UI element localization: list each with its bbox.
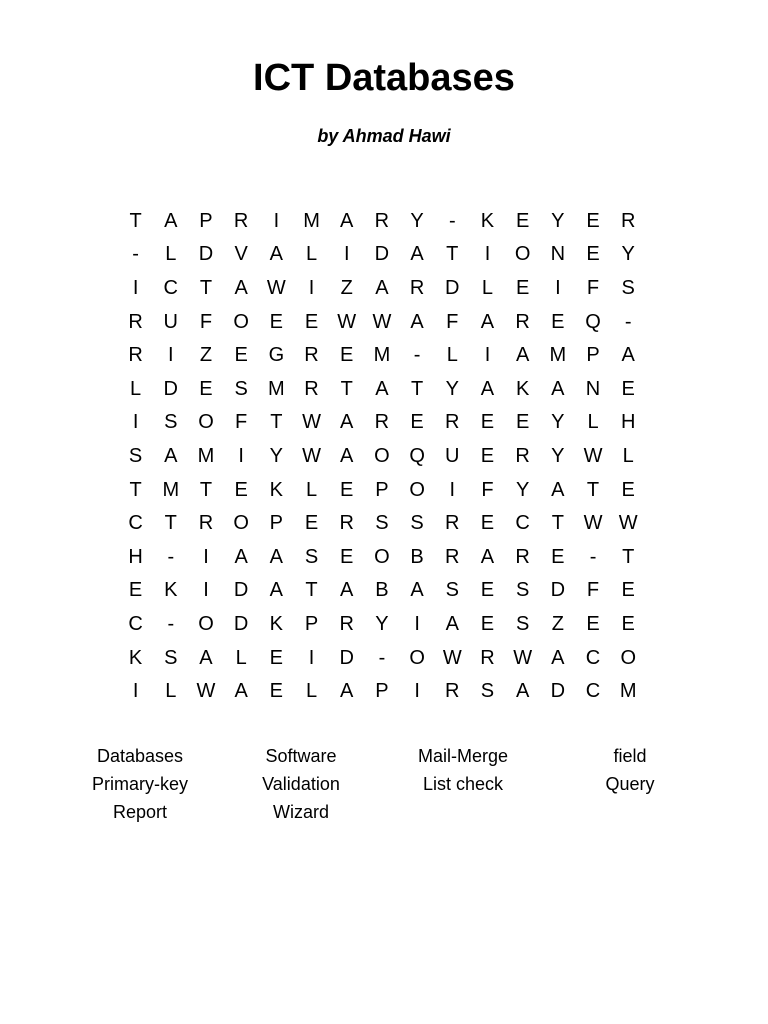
word-list-item: List check xyxy=(422,774,504,794)
grid-letter: E xyxy=(551,310,565,333)
grid-letter: A xyxy=(234,545,248,568)
grid-letter: C xyxy=(585,680,601,703)
grid-letter: O xyxy=(514,243,531,266)
grid-letter: S xyxy=(515,579,530,602)
grid-letter: I xyxy=(132,276,139,299)
grid-letter: P xyxy=(375,478,389,501)
grid-letter: W xyxy=(513,646,533,669)
grid-letter: E xyxy=(480,612,495,635)
grid-letter: E xyxy=(304,512,319,535)
word-list xyxy=(56,742,712,826)
grid-letter: Y xyxy=(445,377,459,400)
grid-letter: Z xyxy=(551,612,564,635)
grid-letter: A xyxy=(340,444,354,467)
grid-letter: R xyxy=(339,612,354,635)
grid-letter: R xyxy=(480,646,495,669)
grid-letter: E xyxy=(269,680,284,703)
grid-letter: R xyxy=(620,209,636,232)
grid-letter: E xyxy=(621,612,635,635)
grid-letter: M xyxy=(197,444,215,467)
grid-letter: H xyxy=(620,411,636,434)
grid-letter: A xyxy=(164,209,178,232)
grid-letter: S xyxy=(164,411,178,434)
grid-letter: A xyxy=(234,276,248,299)
grid-letter: P xyxy=(586,344,600,367)
grid-letter: Q xyxy=(585,310,601,333)
grid-letter: F xyxy=(586,276,600,299)
grid-letter: R xyxy=(515,545,530,568)
grid-letter: C xyxy=(515,512,530,535)
grid-letter: R xyxy=(515,310,530,333)
grid-letter: S xyxy=(304,545,319,568)
grid-letter: S xyxy=(621,276,635,299)
grid-letter: L xyxy=(481,276,494,299)
grid-letter: N xyxy=(550,243,566,266)
grid-letter: K xyxy=(269,478,284,501)
grid-letter: Y xyxy=(375,612,389,635)
grid-letter: D xyxy=(374,243,390,266)
grid-letter: Y xyxy=(551,411,565,434)
grid-letter: E xyxy=(586,612,600,635)
grid-letter: A xyxy=(340,680,354,703)
grid-letter: T xyxy=(340,377,353,400)
grid-letter: A xyxy=(340,579,354,602)
grid-letter: Q xyxy=(409,444,425,467)
grid-letter: T xyxy=(305,579,318,602)
grid-letter: - xyxy=(448,209,456,232)
grid-letter: - xyxy=(413,344,421,367)
grid-letter: A xyxy=(340,209,354,232)
grid-letter: E xyxy=(480,579,495,602)
grid-letter: - xyxy=(378,646,386,669)
grid-letter: F xyxy=(199,310,213,333)
grid-letter: E xyxy=(269,310,284,333)
grid-letter: E xyxy=(234,344,248,367)
grid-letter: D xyxy=(339,646,354,669)
grid-letter: E xyxy=(480,444,495,467)
grid-letter: W xyxy=(196,680,216,703)
grid-letter: M xyxy=(373,344,391,367)
grid-letter: O xyxy=(620,646,636,669)
word-list-item: field xyxy=(613,746,647,766)
grid-letter: T xyxy=(410,377,424,400)
grid-letter: L xyxy=(587,411,599,434)
grid-letter: A xyxy=(269,243,284,266)
grid-letter: K xyxy=(164,579,178,602)
grid-letter: I xyxy=(555,276,561,299)
grid-letter: Y xyxy=(515,478,530,501)
grid-letter: R xyxy=(445,411,460,434)
grid-letter: R xyxy=(515,444,530,467)
grid-letter: S xyxy=(445,579,459,602)
grid-letter: E xyxy=(128,579,143,602)
grid-letter: W xyxy=(583,512,603,535)
grid-letter: A xyxy=(445,612,459,635)
grid-letter: O xyxy=(409,478,425,501)
grid-letter: A xyxy=(199,646,213,669)
grid-letter: F xyxy=(481,478,494,501)
grid-letter: A xyxy=(375,276,389,299)
grid-letter: O xyxy=(374,444,390,467)
grid-letter: A xyxy=(621,344,635,367)
grid-letter: O xyxy=(233,310,249,333)
grid-letter: E xyxy=(515,276,530,299)
grid-letter: L xyxy=(446,344,458,367)
word-list-item: Databases xyxy=(96,746,184,766)
grid-letter: L xyxy=(305,478,318,501)
grid-letter: - xyxy=(167,545,175,568)
grid-letter: M xyxy=(303,209,320,232)
grid-letter: E xyxy=(480,411,495,434)
grid-letter: A xyxy=(269,579,284,602)
grid-letter: A xyxy=(515,680,530,703)
grid-letter: R xyxy=(445,680,460,703)
grid-letter: I xyxy=(203,579,209,602)
grid-letter: I xyxy=(414,680,420,703)
grid-letter: E xyxy=(621,478,635,501)
grid-letter: I xyxy=(168,344,174,367)
grid-letter: E xyxy=(480,512,495,535)
grid-letter: A xyxy=(480,545,495,568)
grid-letter: E xyxy=(304,310,319,333)
word-list-item: Software xyxy=(265,746,337,766)
grid-letter: I xyxy=(308,646,315,669)
grid-letter: T xyxy=(199,276,213,299)
grid-letter: E xyxy=(586,209,600,232)
grid-letter: P xyxy=(304,612,319,635)
grid-letter: E xyxy=(340,545,354,568)
grid-letter: T xyxy=(129,478,142,501)
grid-letter: S xyxy=(128,444,143,467)
grid-letter: A xyxy=(234,680,248,703)
author-byline: by Ahmad Hawi xyxy=(317,126,451,146)
grid-letter: I xyxy=(414,612,420,635)
grid-letter: M xyxy=(619,680,637,703)
grid-letter: L xyxy=(305,680,318,703)
grid-letter: A xyxy=(269,545,284,568)
grid-letter: D xyxy=(233,579,249,602)
word-list-item: Primary-key xyxy=(91,774,188,794)
grid-letter: T xyxy=(129,209,142,232)
grid-letter: L xyxy=(235,646,247,669)
grid-letter: A xyxy=(410,243,424,266)
grid-letter: B xyxy=(375,579,389,602)
grid-letter: R xyxy=(128,344,143,367)
grid-letter: - xyxy=(132,243,139,266)
grid-letter: I xyxy=(132,411,139,434)
grid-letter: T xyxy=(270,411,283,434)
grid-letter: - xyxy=(589,545,597,568)
grid-letter: A xyxy=(164,444,178,467)
grid-letter: K xyxy=(515,377,530,400)
word-list-item: Validation xyxy=(262,774,340,794)
grid-letter: S xyxy=(515,612,530,635)
grid-letter: Y xyxy=(551,444,565,467)
grid-letter: R xyxy=(233,209,249,232)
grid-letter: E xyxy=(515,411,530,434)
word-list-item: Query xyxy=(605,774,655,794)
grid-letter: A xyxy=(551,478,565,501)
grid-letter: Z xyxy=(340,276,353,299)
grid-letter: W xyxy=(442,646,462,669)
word-list-item: Wizard xyxy=(272,802,329,822)
grid-letter: R xyxy=(339,512,354,535)
grid-letter: N xyxy=(585,377,601,400)
grid-letter: L xyxy=(622,444,634,467)
grid-letter: A xyxy=(515,344,530,367)
grid-letter: W xyxy=(302,411,321,434)
grid-letter: F xyxy=(586,579,600,602)
grid-letter: K xyxy=(269,612,284,635)
grid-letter: S xyxy=(480,680,495,703)
grid-letter: M xyxy=(549,344,567,367)
grid-letter: A xyxy=(410,579,424,602)
grid-letter: O xyxy=(374,545,390,568)
grid-letter: E xyxy=(234,478,248,501)
grid-letter: E xyxy=(621,579,635,602)
grid-letter: R xyxy=(374,209,390,232)
grid-letter: E xyxy=(621,377,635,400)
grid-letter: I xyxy=(449,478,456,501)
grid-letter: I xyxy=(273,209,280,232)
grid-letter: C xyxy=(128,512,143,535)
grid-letter: W xyxy=(337,310,357,333)
grid-letter: O xyxy=(233,512,249,535)
grid-letter: Y xyxy=(551,209,565,232)
grid-letter: W xyxy=(302,444,321,467)
grid-letter: P xyxy=(269,512,284,535)
grid-letter: T xyxy=(622,545,635,568)
grid-letter: E xyxy=(340,478,354,501)
grid-letter: C xyxy=(163,276,178,299)
grid-letter: I xyxy=(238,444,244,467)
grid-letter: R xyxy=(304,344,319,367)
grid-letter: F xyxy=(446,310,459,333)
grid-letter: I xyxy=(308,276,315,299)
grid-letter: R xyxy=(374,411,390,434)
grid-letter: O xyxy=(198,612,214,635)
grid-letter: K xyxy=(128,646,143,669)
grid-letter: W xyxy=(583,444,603,467)
grid-letter: M xyxy=(162,478,180,501)
grid-letter: T xyxy=(199,478,213,501)
page-title: ICT Databases xyxy=(253,57,515,99)
grid-letter: T xyxy=(446,243,459,266)
grid-letter: A xyxy=(410,310,424,333)
grid-letter: Z xyxy=(199,344,213,367)
grid-letter: U xyxy=(445,444,460,467)
grid-letter: R xyxy=(445,545,460,568)
grid-letter: M xyxy=(268,377,285,400)
grid-letter: R xyxy=(304,377,319,400)
grid-letter: O xyxy=(198,411,214,434)
grid-letter: L xyxy=(305,243,318,266)
grid-letter: A xyxy=(551,646,565,669)
grid-letter: - xyxy=(167,612,175,635)
grid-letter: P xyxy=(375,680,389,703)
grid-letter: T xyxy=(586,478,600,501)
grid-letter: Y xyxy=(410,209,424,232)
grid-letter: S xyxy=(234,377,248,400)
grid-letter: I xyxy=(484,344,491,367)
grid-letter: I xyxy=(343,243,350,266)
grid-letter: K xyxy=(480,209,495,232)
grid-letter: E xyxy=(269,646,284,669)
grid-letter: W xyxy=(372,310,392,333)
grid-letter: D xyxy=(445,276,460,299)
grid-letter: C xyxy=(585,646,601,669)
grid-letter: U xyxy=(163,310,178,333)
grid-letter: I xyxy=(203,545,209,568)
grid-letter: E xyxy=(515,209,530,232)
grid-letter: R xyxy=(409,276,425,299)
grid-letter: A xyxy=(551,377,565,400)
grid-letter: E xyxy=(586,243,600,266)
word-search-grid xyxy=(118,204,646,708)
grid-letter: E xyxy=(410,411,424,434)
grid-letter: E xyxy=(199,377,213,400)
grid-letter: I xyxy=(484,243,491,266)
grid-letter: T xyxy=(164,512,177,535)
grid-letter: - xyxy=(624,310,632,333)
grid-letter: O xyxy=(409,646,425,669)
grid-letter: W xyxy=(266,276,286,299)
grid-letter: D xyxy=(163,377,178,400)
grid-letter: D xyxy=(233,612,249,635)
grid-letter: E xyxy=(551,545,565,568)
grid-letter: D xyxy=(550,680,566,703)
grid-letter: L xyxy=(165,680,177,703)
grid-letter: Y xyxy=(269,444,284,467)
grid-letter: E xyxy=(340,344,354,367)
grid-letter: H xyxy=(128,545,143,568)
grid-letter: R xyxy=(445,512,460,535)
grid-letter: L xyxy=(130,377,142,400)
grid-letter: A xyxy=(375,377,389,400)
grid-letter: A xyxy=(480,377,495,400)
grid-letter: A xyxy=(340,411,354,434)
grid-letter: A xyxy=(480,310,495,333)
grid-letter: P xyxy=(199,209,213,232)
word-list-item: Mail-Merge xyxy=(417,746,509,766)
grid-letter: S xyxy=(164,646,178,669)
grid-letter: C xyxy=(128,612,143,635)
grid-letter: S xyxy=(410,512,424,535)
grid-letter: D xyxy=(198,243,214,266)
grid-letter: S xyxy=(375,512,389,535)
grid-letter: L xyxy=(165,243,177,266)
grid-letter: R xyxy=(198,512,214,535)
grid-letter: Y xyxy=(621,243,635,266)
grid-letter: D xyxy=(550,579,566,602)
grid-letter: I xyxy=(132,680,139,703)
grid-letter: R xyxy=(128,310,143,333)
grid-letter: F xyxy=(235,411,248,434)
grid-letter: G xyxy=(268,344,285,367)
word-list-item: Report xyxy=(112,802,168,822)
grid-letter: W xyxy=(618,512,638,535)
grid-letter: B xyxy=(410,545,424,568)
grid-letter: V xyxy=(234,243,248,266)
grid-letter: T xyxy=(551,512,564,535)
